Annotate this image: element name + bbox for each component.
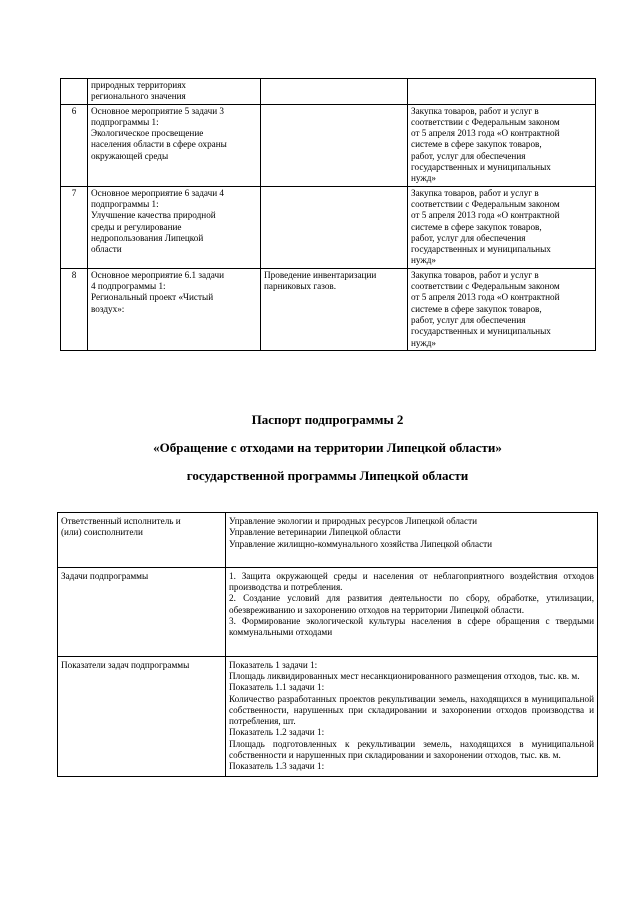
content-line: Показатель 1.3 задачи 1: (229, 761, 325, 772)
content-line: Показатель 1.2 задачи 1: (229, 727, 325, 738)
row-number: 7 (61, 186, 88, 268)
table-row (58, 513, 598, 568)
row-label: Показатели задач подпрограммы (58, 656, 226, 776)
row-label: Ответственный исполнитель и (или) соисполнители (58, 513, 226, 568)
measures-cell: Проведение инвентаризации парниковых газов. (261, 268, 408, 350)
activity-cell: Основное мероприятие 6 задачи 4 подпрограммы 1: Улучшение качества природной среды и регулирование недропользования Липецкой области (88, 186, 261, 268)
activity-cell: Основное мероприятие 6.1 задачи 4 подпрограммы 1: Региональный проект «Чистый воздух»: (88, 268, 261, 350)
content-line: Управление жилищно-коммунального хозяйства Липецкой области (229, 538, 493, 549)
table-row (58, 656, 598, 776)
passport-title: Паспорт подпрограммы 2 (251, 412, 404, 427)
measures-cell (261, 104, 408, 186)
table-row (61, 104, 596, 186)
activity-cell: Основное мероприятие 5 задачи 3 подпрограммы 1: Экологическое просвещение населения области в сфере охраны окружающей среды (88, 104, 261, 186)
passport-table (57, 512, 598, 777)
measures-cell (261, 79, 408, 105)
row-label: Задачи подпрограммы (58, 567, 226, 656)
passport-program-line: государственной программы Липецкой области (186, 468, 469, 483)
content-line: Управление ветеринарии Липецкой области (229, 527, 401, 538)
content-line: Управление экологии и природных ресурсов Липецкой области (229, 516, 478, 526)
content-line: 1. Защита окружающей среды и населения от неблагоприятного воздействия отходов производства и потребления. (229, 570, 594, 593)
mechanism-cell (408, 79, 596, 105)
mechanism-cell: Закупка товаров, работ и услуг в соответствии с Федеральным законом от 5 апреля 2013 года «О контрактной системе в сфере закупок товаров, работ, услуг для обеспечения государственных и муниципальных нужд» (408, 186, 596, 268)
content-line: Показатель 1.1 задачи 1: (229, 682, 325, 693)
table-row (61, 268, 596, 350)
content-line: Площадь подготовленных к рекультивации земель, находящихся в муниципальной собственности и нарушенных при складировании и захоронении отходов, тыс. кв. м. (229, 738, 594, 761)
row-number: 8 (61, 268, 88, 350)
table-row (58, 567, 598, 656)
content-line: Количество разработанных проектов рекультивации земель, находящихся в муниципальной собственности, нарушенных при складировании и захоронении отходов производства и потребления, шт. (229, 693, 594, 727)
row-content (226, 567, 598, 656)
row-content (226, 513, 598, 568)
content-line: 2. Создание условий для развития деятельности по сбору, обработке, утилизации, обезвреживанию и захоронению отходов на территории Липецкой области. (229, 593, 594, 615)
row-content (226, 656, 598, 776)
activity-cell: природных территориях регионального значения (88, 79, 261, 105)
table-row (61, 186, 596, 268)
mechanism-cell: Закупка товаров, работ и услуг в соответствии с Федеральным законом от 5 апреля 2013 года «О контрактной системе в сфере закупок товаров, работ, услуг для обеспечения государственных и муниципальных нужд» (408, 268, 596, 350)
measures-cell (261, 186, 408, 268)
content-line: 3. Формирование экологической культуры населения в сфере обращения с твердыми коммунальными отходами (229, 616, 594, 638)
passport-subtitle: «Обращение с отходами на территории Липецкой области» (153, 440, 502, 455)
row-number: 6 (61, 104, 88, 186)
activities-table (60, 78, 596, 351)
content-line: Показатель 1 задачи 1: (229, 659, 318, 670)
content-line: Площадь ликвидированных мест несанкционированного размещения отходов, тыс. кв. м. (229, 670, 580, 681)
mechanism-cell: Закупка товаров, работ и услуг в соответствии с Федеральным законом от 5 апреля 2013 года «О контрактной системе в сфере закупок товаров, работ, услуг для обеспечения государственных и муниципальных нужд» (408, 104, 596, 186)
table-row (61, 79, 596, 105)
row-number (61, 79, 88, 105)
